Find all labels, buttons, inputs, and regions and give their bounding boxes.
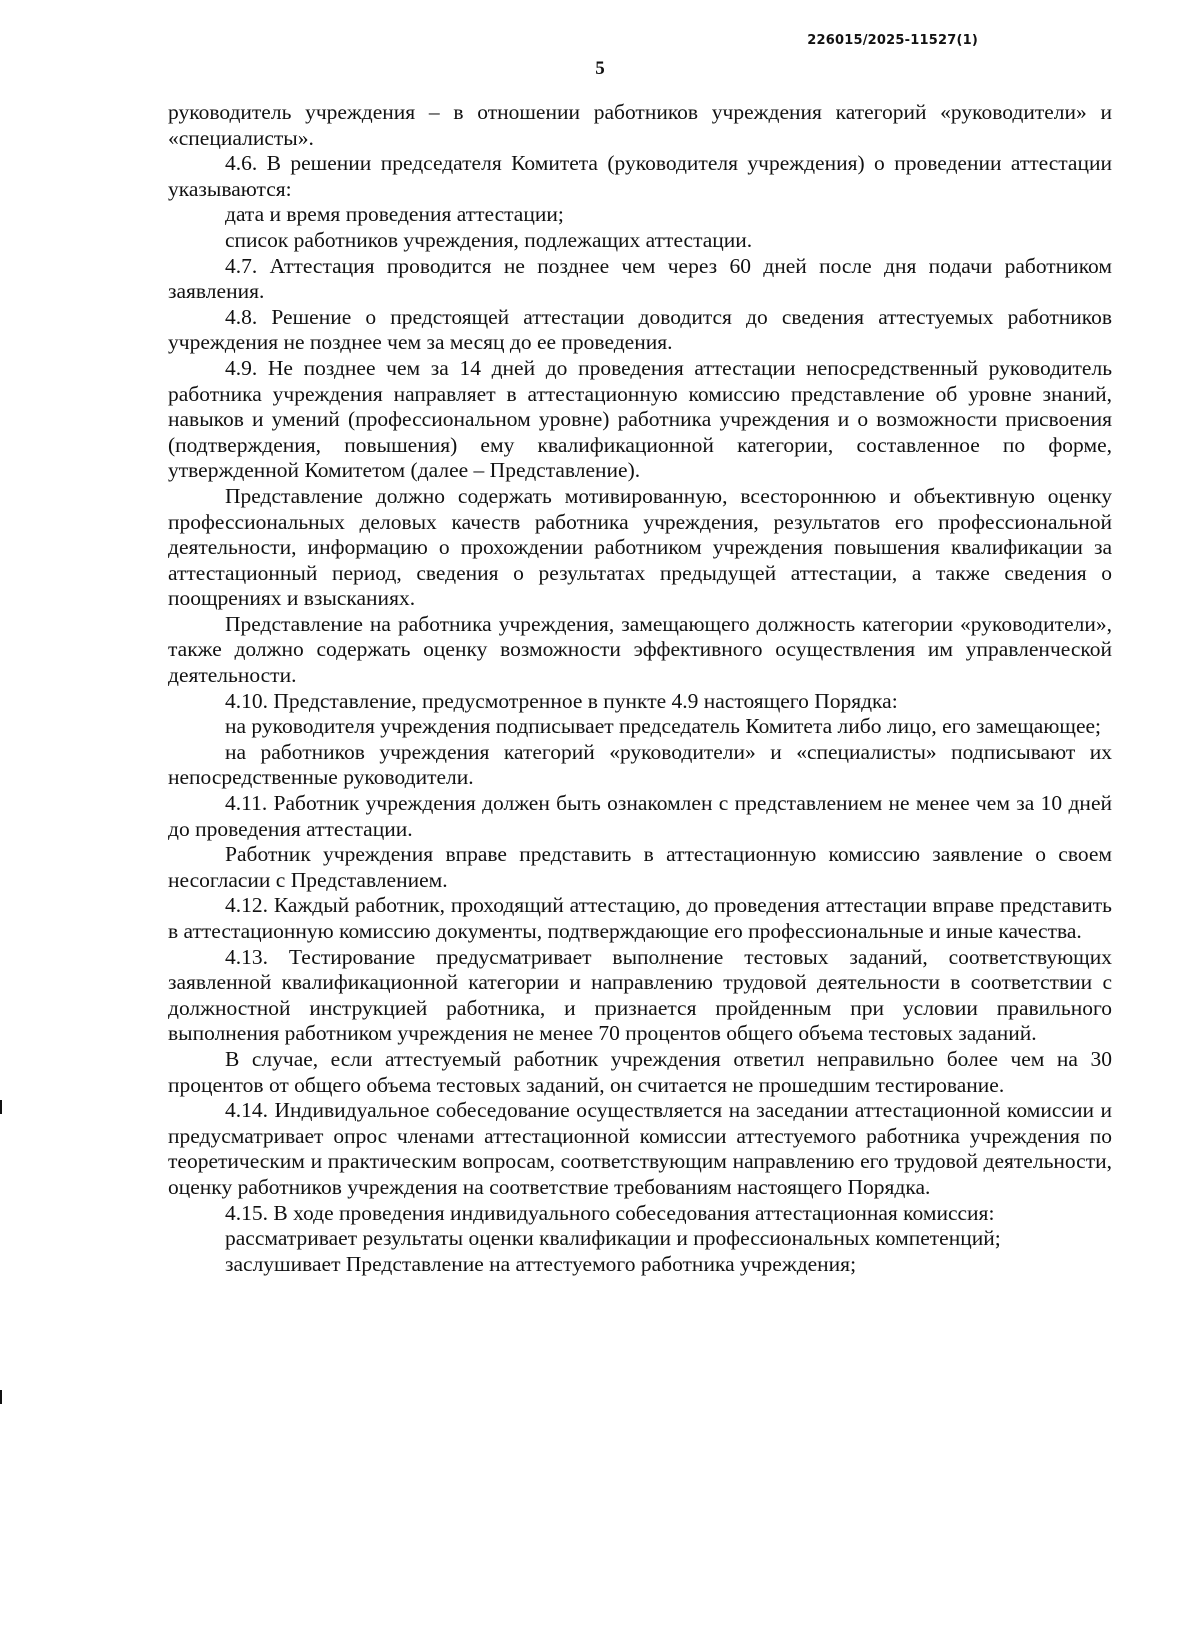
paragraph: 4.6. В решении председателя Комитета (руководителя учреждения) о проведении аттестации указываются: — [168, 151, 1112, 201]
document-registration-number: 226015/2025-11527(1) — [807, 33, 978, 48]
paragraph: 4.10. Представление, предусмотренное в пункте 4.9 настоящего Порядка: — [225, 688, 898, 713]
paragraph: Представление должно содержать мотивированную, всестороннюю и объективную оценку профессиональных деловых качеств работника учреждения, результатов его профессиональной деятельности, информацию о прохождении работником учреждения повышения квалификации за аттестационный период, сведения о результатах предыдущей аттестации, а также сведения о поощрениях и взысканиях. — [168, 483, 1112, 611]
paragraph: 4.11. Работник учреждения должен быть ознакомлен с представлением не менее чем за 10 дней до проведения аттестации. — [168, 791, 1112, 841]
paragraph: 4.14. Индивидуальное собеседование осуществляется на заседании аттестационной комиссии и предусматривает опрос членами аттестационной комиссии аттестуемого работника учреждения по теоретическим и практическим вопросам, соответствующим направлению его трудовой деятельности, оценку работников учреждения на соответствие требованиям настоящего Порядка. — [168, 1098, 1112, 1199]
paragraph: Представление на работника учреждения, замещающего должность категории «руководители», также должно содержать оценку возможности эффективного осуществления им управленческой деятельности. — [168, 611, 1112, 688]
paragraph: на работников учреждения категорий «руководители» и «специалисты» подписывают их непосредственные руководители. — [168, 739, 1112, 790]
paragraph: 4.7. Аттестация проводится не позднее чем через 60 дней после дня подачи работником заявления. — [168, 253, 1112, 304]
paragraph: руководитель учреждения – в отношении работников учреждения категорий «руководители» и «специалисты». — [168, 100, 1112, 150]
document-body — [168, 100, 1112, 1277]
page-number: 5 — [595, 58, 605, 79]
paragraph: 4.12. Каждый работник, проходящий аттестацию, до проведения аттестации вправе представить в аттестационную комиссию документы, подтверждающие его профессиональные и иные качества. — [168, 893, 1112, 943]
paragraph: на руководителя учреждения подписывает председатель Комитета либо лицо, его замещающее; — [225, 714, 1101, 739]
scan-margin-mark — [0, 1390, 2, 1404]
paragraph: 4.8. Решение о предстоящей аттестации доводится до сведения аттестуемых работников учреждения не позднее чем за месяц до ее проведения. — [168, 304, 1112, 355]
paragraph: 4.15. В ходе проведения индивидуального собеседования аттестационная комиссия: — [225, 1200, 995, 1225]
paragraph: 4.9. Не позднее чем за 14 дней до проведения аттестации непосредственный руководитель работника учреждения направляет в аттестационную комиссию представление об уровне знаний, навыков и умений (профессиональном уровне) работника учреждения и о возможности присвоения (подтверждения, повышения) ему квалификационной категории, составленное по форме, утвержденной Комитетом (далее – Представление). — [168, 355, 1112, 483]
paragraph: рассматривает результаты оценки квалификации и профессиональных компетенций; — [225, 1226, 1001, 1251]
paragraph: Работник учреждения вправе представить в аттестационную комиссию заявление о своем несогласии с Представлением. — [168, 842, 1112, 892]
paragraph: список работников учреждения, подлежащих аттестации. — [225, 227, 753, 252]
scan-margin-mark — [0, 1100, 2, 1114]
paragraph: В случае, если аттестуемый работник учреждения ответил неправильно более чем на 30 процентов от общего объема тестовых заданий, он считается не прошедшим тестирование. — [168, 1046, 1112, 1097]
paragraph: заслушивает Представление на аттестуемого работника учреждения; — [225, 1251, 857, 1276]
paragraph: дата и время проведения аттестации; — [225, 202, 564, 227]
paragraph: 4.13. Тестирование предусматривает выполнение тестовых заданий, соответствующих заявленной квалификационной категории и направлению трудовой деятельности в соответствии с должностной инструкцией работника, и признается пройденным при условии правильного выполнения работником учреждения не менее 70 процентов общего объема тестовых заданий. — [168, 944, 1112, 1046]
